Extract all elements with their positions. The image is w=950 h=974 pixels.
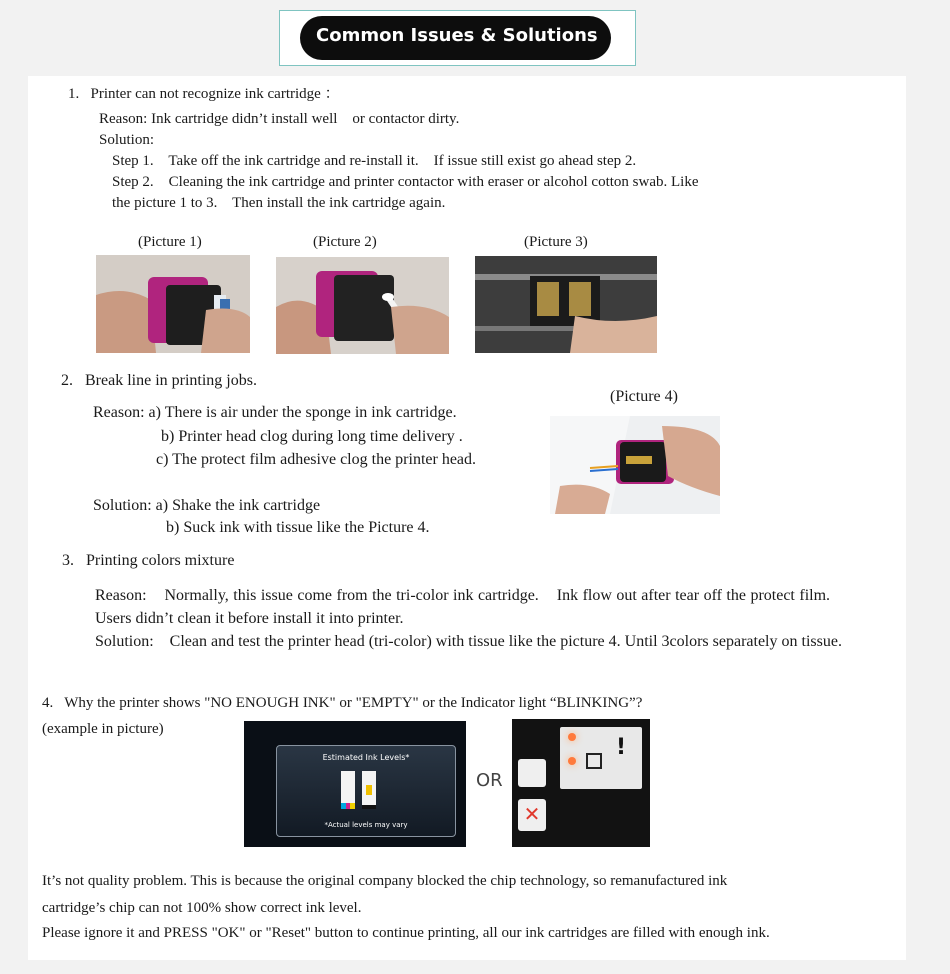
cotton-swab-icon (276, 257, 449, 354)
cancel-x-icon: ✕ (518, 799, 546, 831)
cartridge-eraser-icon (96, 255, 250, 353)
section-1-title: 1. Printer can not recognize ink cartridge ： (68, 86, 340, 102)
printer-carriage-icon (475, 256, 657, 353)
section-3-solution: Solution: Clean and test the printer head (tri-color) with tissue like the picture 4. Until 3colors separately on tissue. (95, 633, 842, 650)
picture-3-caption: (Picture 3) (524, 234, 588, 250)
section-1-step-2a: Step 2. Cleaning the ink cartridge and printer contactor with eraser or alcohol cotton swab. Like (112, 174, 699, 190)
content-panel (28, 76, 906, 960)
section-4-title: 4. Why the printer shows "NO ENOUGH INK" or "EMPTY" or the Indicator light “BLINKING”? (42, 695, 643, 711)
footer-line-3: Please ignore it and PRESS "OK" or "Reset" button to continue printing, all our ink cartridges are filled with enough ink. (42, 925, 770, 941)
document-icon (586, 753, 602, 769)
warning-exclamation-icon: ! (616, 735, 627, 760)
section-2-reason-b: b) Printer head clog during long time delivery . (161, 428, 463, 445)
picture-2-photo (276, 257, 449, 354)
tricolor-level-bar (341, 771, 355, 809)
section-2-solution-a: Solution: a) Shake the ink cartridge (93, 497, 321, 514)
section-2-title: 2. Break line in printing jobs. (61, 372, 257, 389)
section-1-reason: Reason: Ink cartridge didn’t install well or contactor dirty. (99, 111, 460, 127)
section-1-step-1: Step 1. Take off the ink cartridge and re-install it. If issue still exist go ahead step 2. (112, 153, 637, 169)
section-1-solution-label: Solution: (99, 132, 155, 148)
section-1-step-2b: the picture 1 to 3. Then install the ink cartridge again. (112, 195, 446, 211)
section-2-reason-a: Reason: a) There is air under the sponge in ink cartridge. (93, 404, 457, 421)
section-4-example: (example in picture) (42, 721, 164, 737)
picture-4-caption: (Picture 4) (610, 388, 678, 405)
or-label: OR (476, 770, 503, 791)
picture-4-photo (550, 416, 720, 514)
section-2-solution-b: b) Suck ink with tissue like the Picture 4. (166, 519, 430, 536)
black-level-bar (362, 771, 376, 809)
page-title: Common Issues & Solutions (300, 16, 611, 60)
section-2-reason-c: c) The protect film adhesive clog the printer head. (156, 451, 477, 468)
resume-button-icon (518, 759, 546, 787)
ink-level-screen (244, 721, 466, 847)
status-lights-panel (560, 727, 642, 789)
ink-level-title: Estimated Ink Levels* (322, 753, 410, 762)
picture-1-caption: (Picture 1) (138, 234, 202, 250)
picture-3-photo (475, 256, 657, 353)
footer-line-2: cartridge’s chip can not 100% show correct ink level. (42, 900, 362, 916)
section-3-reason: Reason: Normally, this issue come from the tri-color ink cartridge. Ink flow out after tear off the protect film. Users didn’t clean it before install it into printer. (95, 587, 843, 627)
ink-level-note: *Actual levels may vary (324, 821, 408, 829)
tissue-cartridge-icon (550, 416, 720, 514)
indicator-panel (512, 719, 650, 847)
section-3-title: 3. Printing colors mixture (62, 552, 235, 569)
picture-2-caption: (Picture 2) (313, 234, 377, 250)
picture-1-photo (96, 255, 250, 353)
footer-line-1: It’s not quality problem. This is because the original company blocked the chip technology, so remanufactured ink (42, 873, 728, 889)
